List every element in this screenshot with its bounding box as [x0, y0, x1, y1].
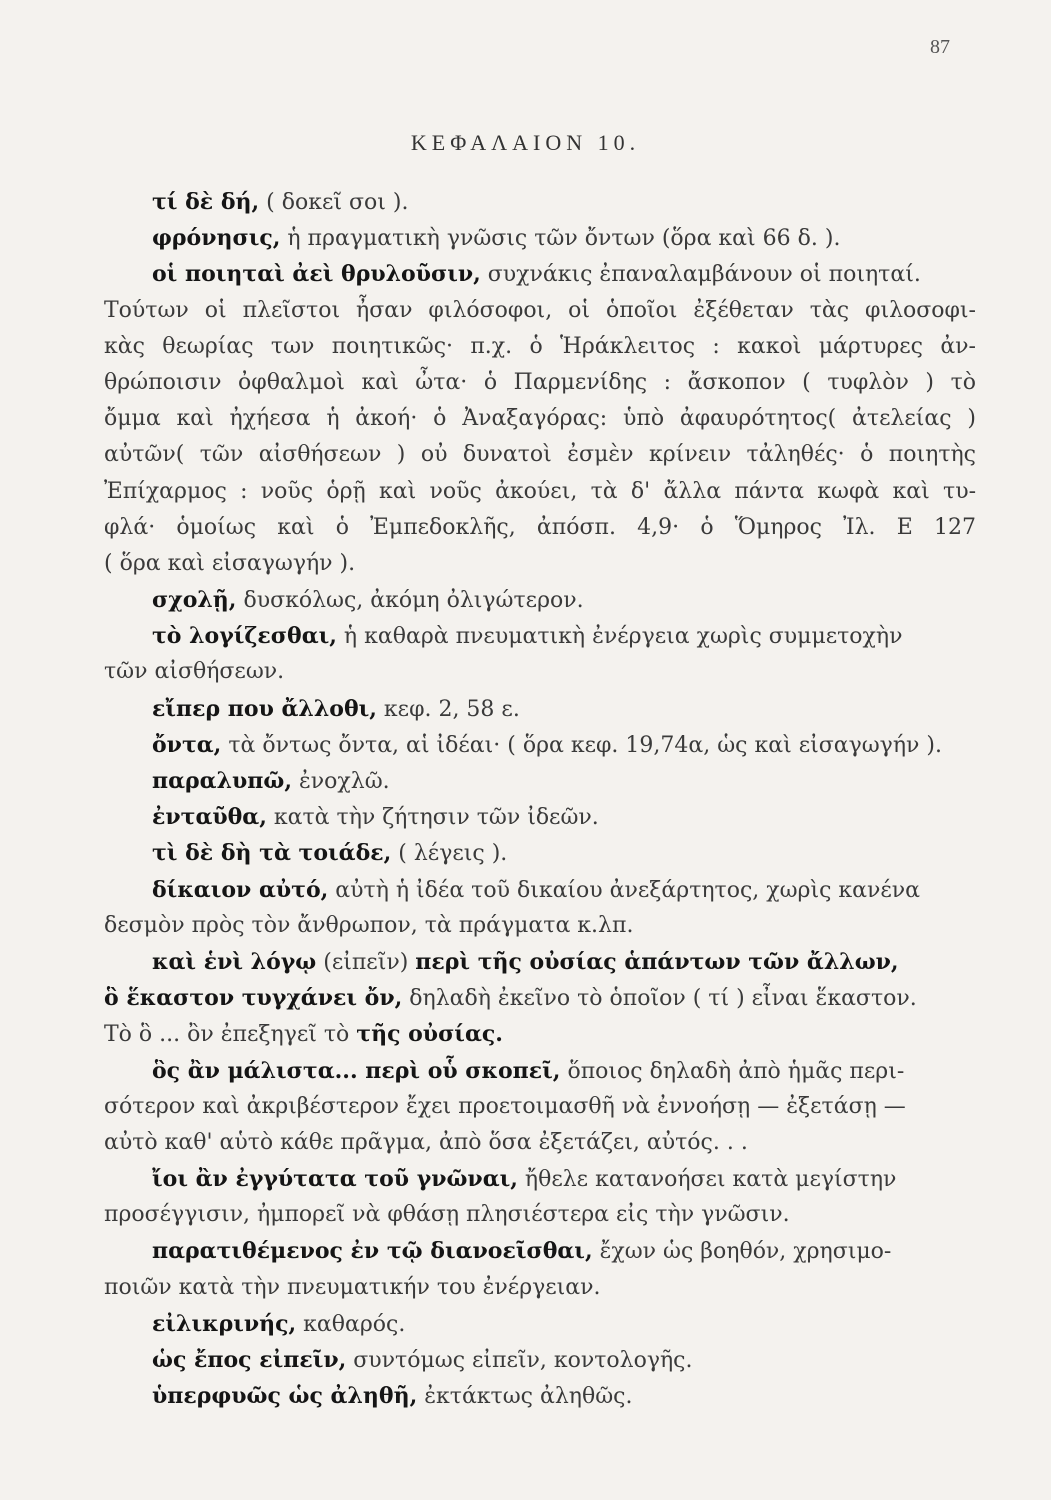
gloss: αὐτῶν( τῶν αἰσθήσεων ) οὐ δυνατοὶ ἐσμὲν κρίνειν τἀληθές· ὁ ποιητὴς [104, 442, 976, 468]
gloss: ποιῶν κατὰ τὴν πνευματικήν του ἐνέργειαν. [104, 1274, 601, 1300]
gloss: τῶν αἰσθήσεων. [104, 659, 285, 685]
text-line [104, 220, 976, 256]
lemma: ὡς ἔπος εἰπεῖν, [152, 1347, 347, 1373]
text-line [104, 1161, 976, 1197]
lemma: φρόνησις, [152, 225, 281, 252]
lemma: παρατιθέμενος ἐν τῷ διανοεῖσθαι, [152, 1238, 593, 1265]
text-line [104, 1306, 976, 1342]
gloss: ( δοκεῖ σοι ). [259, 190, 409, 215]
lemma: οἱ ποιηταὶ ἀεὶ θρυλοῦσιν, [152, 261, 481, 288]
gloss: τὰ ὄντως ὄντα, αἱ ἰδέαι· ( ὅρα κεφ. 19,74α, ὡς καὶ εἰσαγωγήν ). [221, 732, 942, 758]
chapter-title: ΚΕΦΑΛΑΙΟΝ 10. [410, 130, 641, 155]
text-line [104, 1016, 976, 1052]
gloss: ὅποιος δηλαδὴ ἀπὸ ἡμᾶς περι- [560, 1058, 905, 1084]
text-line [104, 365, 976, 401]
text-line [104, 1233, 976, 1269]
gloss: Ἐπίχαρμος : νοῦς ὁρῇ καὶ νοῦς ἀκούει, τὰ δ' ἄλλα πάντα κωφὰ καὶ τυ- [104, 478, 976, 504]
gloss: Τούτων οἱ πλεῖστοι ἦσαν φιλόσοφοι, οἱ ὁποῖοι ἐξέθεταν τὰς φιλοσοφι- [104, 297, 976, 323]
gloss: κεφ. 2, 58 ε. [376, 696, 520, 722]
text-line [104, 1089, 976, 1125]
gloss: καθαρός. [296, 1311, 406, 1337]
text-line [104, 1270, 976, 1306]
text-line [104, 293, 976, 329]
gloss: ἡ καθαρὰ πνευματικὴ ἐνέργεια χωρὶς συμμετοχὴν [336, 624, 903, 650]
text-line [104, 256, 976, 292]
gloss: ἤθελε κατανοήσει κατὰ μεγίστην [517, 1167, 897, 1193]
commentary-text [104, 184, 976, 1414]
text-line [104, 1378, 976, 1414]
text-line [104, 763, 976, 799]
gloss: προσέγγισιν, ἠμπορεῖ νὰ φθάσῃ πλησιέστερα εἰς τὴν γνῶσιν. [104, 1202, 790, 1228]
text-line [104, 654, 976, 690]
gloss: ἐνοχλῶ. [292, 769, 390, 794]
text-line [104, 582, 976, 618]
lemma: δίκαιον αὐτό, [152, 876, 329, 903]
gloss: ὄμμα καὶ ἠχήεσα ἡ ἀκοή· ὁ Ἀναξαγόρας: ὑπὸ ἀφαυρότητος( ἀτελείας ) [104, 406, 976, 432]
gloss: δυσκόλως, ἀκόμη ὀλιγώτερον. [236, 588, 584, 614]
text-line [104, 329, 976, 365]
gloss: αὐτὴ ἡ ἰδέα τοῦ δικαίου ἀνεξάρτητος, χωρὶς κανένα [328, 877, 921, 903]
text-line [104, 727, 976, 763]
gloss: κὰς θεωρίας των ποιητικῶς· π.χ. ὁ Ἡράκλειτος : κακοὶ μάρτυρες ἀν- [104, 333, 976, 359]
lemma: τῆς οὐσίας. [356, 1021, 503, 1048]
text-line [104, 474, 976, 510]
gloss: δηλαδὴ ἐκεῖνο τὸ ὁποῖον ( τί ) εἶναι ἕκαστον. [402, 986, 917, 1012]
text-line [104, 799, 976, 835]
gloss: ( λέγεις ). [391, 841, 508, 867]
lemma: εἰλικρινής, [152, 1310, 297, 1337]
lemma: ὑπερφυῶς ὡς ἀληθῆ, [152, 1383, 418, 1410]
text-line [104, 1197, 976, 1233]
text-line [104, 184, 976, 220]
text-line [104, 510, 976, 546]
text-line [104, 835, 976, 871]
text-line [104, 546, 976, 582]
text-line [104, 1125, 976, 1161]
gloss: συντόμως εἰπεῖν, κοντολογῆς. [346, 1348, 693, 1373]
gloss: ( ὅρα καὶ εἰσαγωγήν ). [104, 550, 356, 576]
text-line [104, 908, 976, 944]
gloss: ἡ πραγματικὴ γνῶσις τῶν ὄντων (ὅρα καὶ 66 δ. ). [280, 226, 841, 252]
gloss: ἐκτάκτως ἀληθῶς. [417, 1384, 633, 1410]
lemma: ἴοι ἂν ἐγγύτατα τοῦ γνῶναι, [152, 1166, 518, 1193]
gloss: δεσμὸν πρὸς τὸν ἄνθρωπον, τὰ πράγματα κ.λπ. [104, 912, 634, 938]
lemma: εἴπερ που ἄλλοθι, [152, 695, 377, 722]
text-line [104, 872, 976, 908]
page-number: 87 [930, 36, 950, 58]
lemma: καὶ ἑνὶ λόγῳ [152, 948, 317, 975]
lemma: σχολῇ, [152, 587, 237, 614]
gloss: συχνάκις ἐπαναλαμβάνουν οἱ ποιηταί. [480, 262, 921, 288]
text-line [104, 980, 976, 1016]
lemma: περὶ τῆς οὐσίας ἁπάντων τῶν ἄλλων, [415, 948, 899, 975]
lemma: παραλυπῶ, [152, 768, 292, 794]
lemma: ὃς ἂν μάλιστα... περὶ οὗ σκοπεῖ, [152, 1057, 561, 1084]
lemma: ὃ ἕκαστον τυγχάνει ὄν, [104, 985, 403, 1012]
gloss: ἔχων ὡς βοηθόν, χρησιμο- [592, 1239, 892, 1265]
text-line [104, 437, 976, 473]
text-line [104, 401, 976, 437]
text-line [104, 1342, 976, 1378]
text-line [104, 691, 976, 727]
lemma: τί δὲ δή, [152, 189, 260, 215]
gloss: σότερον καὶ ἀκριβέστερον ἔχει προετοιμασθῆ νὰ ἐννοήσῃ — ἐξετάσῃ — [104, 1093, 906, 1119]
gloss: αὐτὸ καθ' αὑτὸ κάθε πρᾶγμα, ἀπὸ ὅσα ἐξετάζει, αὐτός. . . [104, 1129, 748, 1155]
text-line [104, 1053, 976, 1089]
gloss: κατὰ τὴν ζήτησιν τῶν ἰδεῶν. [266, 805, 599, 831]
lemma: τὶ δὲ δὴ τὰ τοιάδε, [152, 840, 392, 867]
gloss: Τὸ ὃ ... ὂν ἐπεξηγεῖ τὸ [104, 1022, 357, 1048]
gloss: φλά· ὁμοίως καὶ ὁ Ἐμπεδοκλῆς, ἀπόσπ. 4,9· ὁ Ὅμηρος Ἰλ. Ε 127 [104, 514, 976, 540]
lemma: τὸ λογίζεσθαι, [152, 623, 337, 650]
lemma: ὄντα, [152, 731, 222, 758]
lemma: ἐνταῦθα, [152, 804, 267, 831]
gloss: (εἰπεῖν) [316, 949, 416, 975]
text-line [104, 618, 976, 654]
gloss: θρώποισιν ὀφθαλμοὶ καὶ ὦτα· ὁ Παρμενίδης : ἄσκοπον ( τυφλὸν ) τὸ [104, 369, 976, 395]
text-line [104, 944, 976, 980]
